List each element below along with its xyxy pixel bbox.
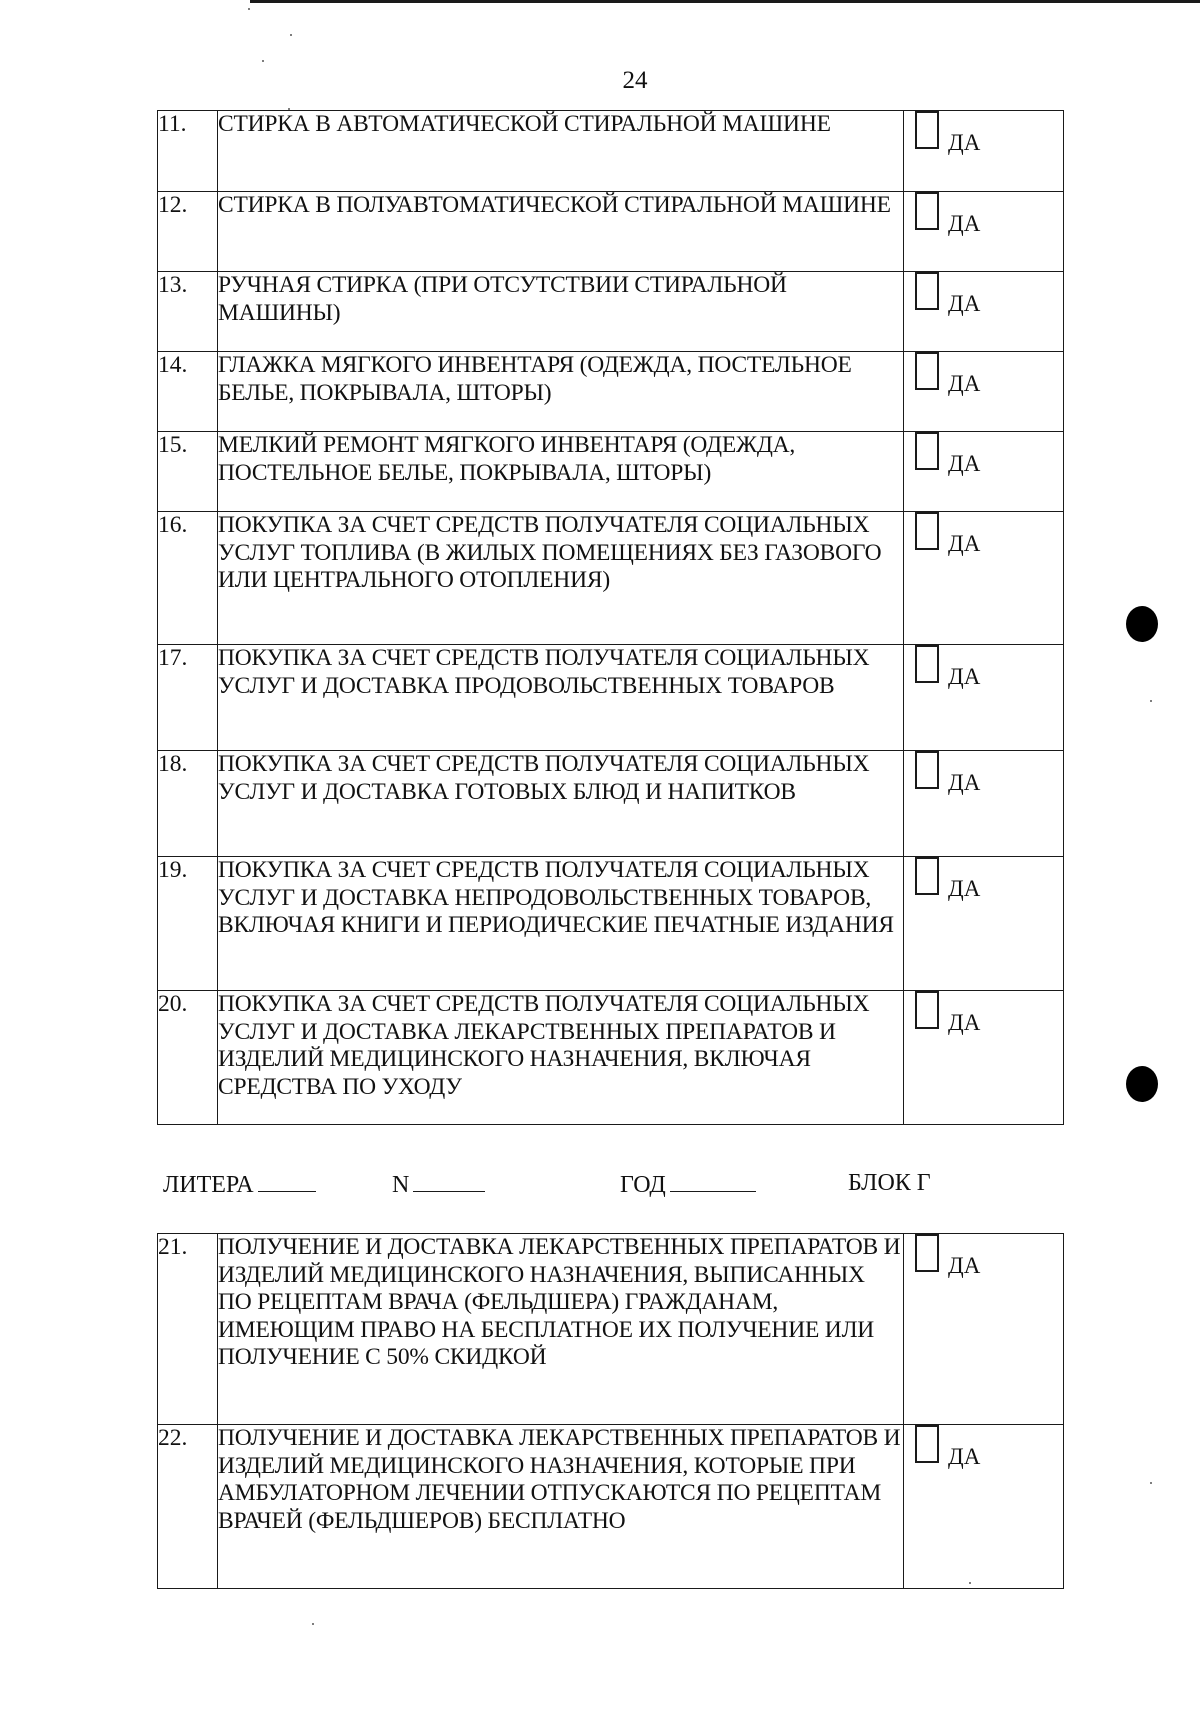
service-text: ПОКУПКА ЗА СЧЕТ СРЕДСТВ ПОЛУЧАТЕЛЯ СОЦИАЛЬНЫХ УСЛУГ И ДОСТАВКА ГОТОВЫХ БЛЮД И НАПИТКОВ — [218, 751, 904, 857]
da-label: ДА — [948, 876, 981, 901]
service-text: ПОЛУЧЕНИЕ И ДОСТАВКА ЛЕКАРСТВЕННЫХ ПРЕПАРАТОВ И ИЗДЕЛИЙ МЕДИЦИНСКОГО НАЗНАЧЕНИЯ, ВЫПИСАННЫХ ПО РЕЦЕПТАМ ВРАЧА (ФЕЛЬДШЕРА) ГРАЖДАНАМ, ИМЕЮЩИМ ПРАВО НА БЕСПЛАТНОЕ ИХ ПОЛУЧЕНИЕ ИЛИ ПОЛУЧЕНИЕ С 50% СКИДКОЙ — [218, 1234, 904, 1425]
services-table-block-g — [157, 1233, 1064, 1589]
checkbox-cell — [904, 991, 1064, 1125]
da-label: ДА — [948, 211, 981, 236]
da-checkbox-18[interactable] — [915, 751, 939, 789]
row-number: 22. — [158, 1425, 218, 1589]
scan-speck — [312, 1623, 314, 1625]
checkbox-cell — [904, 1425, 1064, 1589]
table-row — [158, 352, 1064, 432]
scan-speck — [1150, 1482, 1152, 1484]
checkbox-cell — [904, 272, 1064, 352]
da-checkbox-20[interactable] — [915, 991, 939, 1029]
row-number: 13. — [158, 272, 218, 352]
litera-label: ЛИТЕРА — [163, 1172, 254, 1198]
block-label: БЛОК Г — [848, 1170, 931, 1196]
row-number: 21. — [158, 1234, 218, 1425]
service-text: СТИРКА В АВТОМАТИЧЕСКОЙ СТИРАЛЬНОЙ МАШИНЕ — [218, 111, 904, 192]
row-number: 16. — [158, 512, 218, 645]
n-input[interactable] — [413, 1167, 485, 1192]
table-row — [158, 751, 1064, 857]
god-label: ГОД — [620, 1172, 666, 1198]
scan-speck — [288, 108, 290, 110]
da-label: ДА — [948, 371, 981, 396]
litera-field — [163, 1167, 316, 1201]
da-label: ДА — [948, 531, 981, 556]
da-checkbox-19[interactable] — [915, 857, 939, 895]
checkbox-cell — [904, 751, 1064, 857]
service-text: ПОКУПКА ЗА СЧЕТ СРЕДСТВ ПОЛУЧАТЕЛЯ СОЦИАЛЬНЫХ УСЛУГ И ДОСТАВКА НЕПРОДОВОЛЬСТВЕННЫХ ТОВАРОВ, ВКЛЮЧАЯ КНИГИ И ПЕРИОДИЧЕСКИЕ ПЕЧАТНЫЕ ИЗДАНИЯ — [218, 857, 904, 991]
da-checkbox-16[interactable] — [915, 512, 939, 550]
punch-hole-mark — [1126, 606, 1158, 642]
da-checkbox-11[interactable] — [915, 111, 939, 149]
da-checkbox-12[interactable] — [915, 192, 939, 230]
row-number: 18. — [158, 751, 218, 857]
service-text: РУЧНАЯ СТИРКА (ПРИ ОТСУТСТВИИ СТИРАЛЬНОЙ МАШИНЫ) — [218, 272, 904, 352]
da-label: ДА — [948, 451, 981, 476]
scan-speck — [969, 1582, 971, 1584]
da-checkbox-15[interactable] — [915, 432, 939, 470]
punch-hole-mark — [1126, 1066, 1158, 1102]
checkbox-cell — [904, 512, 1064, 645]
form-fields-line — [0, 1167, 1200, 1199]
row-number: 11. — [158, 111, 218, 192]
table-row — [158, 991, 1064, 1125]
table-row — [158, 512, 1064, 645]
scan-speck — [290, 34, 292, 36]
services-table-block-v — [157, 110, 1064, 1125]
da-checkbox-13[interactable] — [915, 272, 939, 310]
da-checkbox-21[interactable] — [915, 1234, 939, 1272]
table-row — [158, 111, 1064, 192]
n-label: N — [392, 1172, 410, 1198]
table-row — [158, 1234, 1064, 1425]
da-label: ДА — [948, 770, 981, 795]
da-checkbox-14[interactable] — [915, 352, 939, 390]
service-text: СТИРКА В ПОЛУАВТОМАТИЧЕСКОЙ СТИРАЛЬНОЙ МАШИНЕ — [218, 192, 904, 272]
row-number: 17. — [158, 645, 218, 751]
da-label: ДА — [948, 291, 981, 316]
da-checkbox-17[interactable] — [915, 645, 939, 683]
table-row — [158, 645, 1064, 751]
checkbox-cell — [904, 645, 1064, 751]
table-row — [158, 432, 1064, 512]
scan-speck — [1150, 700, 1152, 702]
row-number: 19. — [158, 857, 218, 991]
service-text: ПОКУПКА ЗА СЧЕТ СРЕДСТВ ПОЛУЧАТЕЛЯ СОЦИАЛЬНЫХ УСЛУГ И ДОСТАВКА ПРОДОВОЛЬСТВЕННЫХ ТОВАРОВ — [218, 645, 904, 751]
service-text: ГЛАЖКА МЯГКОГО ИНВЕНТАРЯ (ОДЕЖДА, ПОСТЕЛЬНОЕ БЕЛЬЕ, ПОКРЫВАЛА, ШТОРЫ) — [218, 352, 904, 432]
checkbox-cell — [904, 352, 1064, 432]
table-row — [158, 857, 1064, 991]
god-field — [620, 1167, 756, 1201]
row-number: 12. — [158, 192, 218, 272]
service-text: ПОЛУЧЕНИЕ И ДОСТАВКА ЛЕКАРСТВЕННЫХ ПРЕПАРАТОВ И ИЗДЕЛИЙ МЕДИЦИНСКОГО НАЗНАЧЕНИЯ, КОТОРЫЕ ПРИ АМБУЛАТОРНОМ ЛЕЧЕНИИ ОТПУСКАЮТСЯ ПО РЕЦЕПТАМ ВРАЧЕЙ (ФЕЛЬДШЕРОВ) БЕСПЛАТНО — [218, 1425, 904, 1589]
row-number: 20. — [158, 991, 218, 1125]
n-field — [392, 1167, 485, 1201]
top-border-line — [250, 0, 1200, 3]
service-text: ПОКУПКА ЗА СЧЕТ СРЕДСТВ ПОЛУЧАТЕЛЯ СОЦИАЛЬНЫХ УСЛУГ ТОПЛИВА (В ЖИЛЫХ ПОМЕЩЕНИЯХ БЕЗ ГАЗОВОГО ИЛИ ЦЕНТРАЛЬНОГО ОТОПЛЕНИЯ) — [218, 512, 904, 645]
service-text: МЕЛКИЙ РЕМОНТ МЯГКОГО ИНВЕНТАРЯ (ОДЕЖДА, ПОСТЕЛЬНОЕ БЕЛЬЕ, ПОКРЫВАЛА, ШТОРЫ) — [218, 432, 904, 512]
table-row — [158, 272, 1064, 352]
service-text: ПОКУПКА ЗА СЧЕТ СРЕДСТВ ПОЛУЧАТЕЛЯ СОЦИАЛЬНЫХ УСЛУГ И ДОСТАВКА ЛЕКАРСТВЕННЫХ ПРЕПАРАТОВ И ИЗДЕЛИЙ МЕДИЦИНСКОГО НАЗНАЧЕНИЯ, ВКЛЮЧАЯ СРЕДСТВА ПО УХОДУ — [218, 991, 904, 1125]
checkbox-cell — [904, 1234, 1064, 1425]
da-label: ДА — [948, 1253, 981, 1278]
da-label: ДА — [948, 1010, 981, 1035]
god-input[interactable] — [670, 1167, 756, 1192]
da-label: ДА — [948, 664, 981, 689]
scan-speck — [248, 8, 250, 10]
table-row — [158, 192, 1064, 272]
checkbox-cell — [904, 192, 1064, 272]
checkbox-cell — [904, 111, 1064, 192]
page-number: 24 — [622, 67, 648, 94]
table-row — [158, 1425, 1064, 1589]
scan-speck — [262, 60, 264, 62]
da-checkbox-22[interactable] — [915, 1425, 939, 1463]
row-number: 14. — [158, 352, 218, 432]
da-label: ДА — [948, 130, 981, 155]
da-label: ДА — [948, 1444, 981, 1469]
checkbox-cell — [904, 857, 1064, 991]
checkbox-cell — [904, 432, 1064, 512]
row-number: 15. — [158, 432, 218, 512]
litera-input[interactable] — [258, 1167, 316, 1192]
